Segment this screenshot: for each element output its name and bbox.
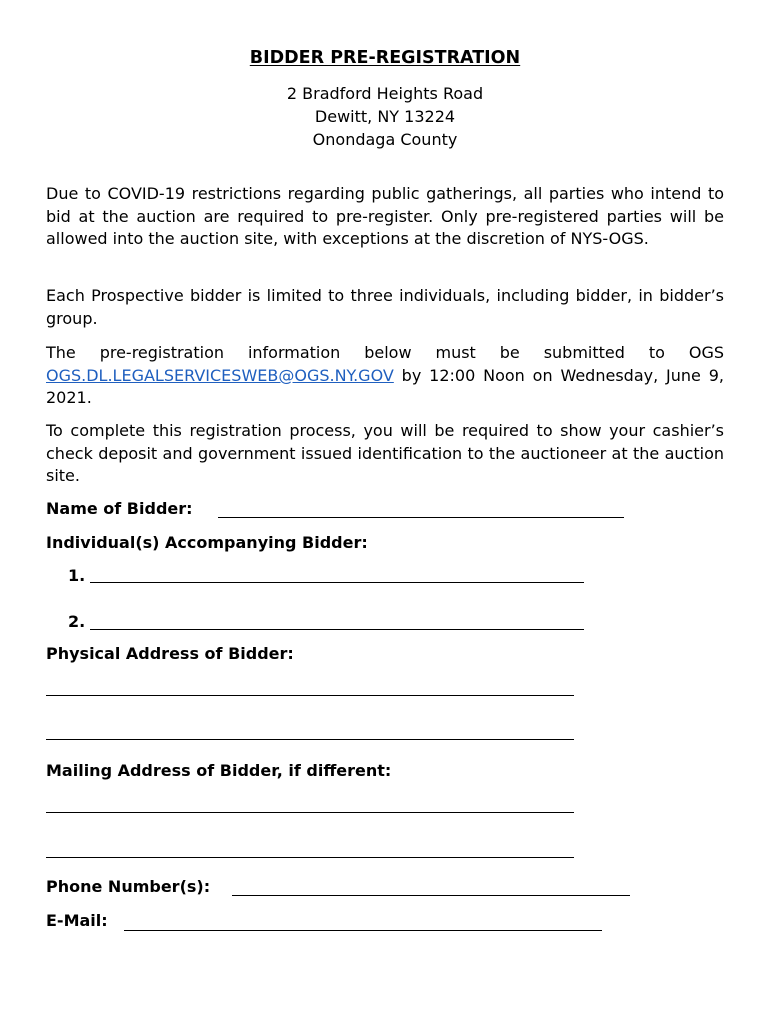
physical-address-label: Physical Address of Bidder:	[46, 644, 294, 663]
page-title: BIDDER PRE-REGISTRATION	[249, 48, 521, 68]
accompanying-item-1-number: 1.	[68, 566, 86, 585]
ogs-email-link[interactable]: OGS.DL.LEGALSERVICESWEB@OGS.NY.GOV	[46, 365, 394, 385]
address-line-1: 2 Bradford Heights Road	[286, 84, 484, 103]
covid-restrictions-paragraph: Due to COVID-19 restrictions regarding public gatherings, all parties who intend to bid at the auction are required to pre-register. Only pre-registered parties will be allowed into the auction site, with exceptions at the discretion of NYS-OGS.	[46, 184, 724, 249]
mailing-address-label: Mailing Address of Bidder, if different:	[46, 761, 392, 780]
phone-number-field[interactable]	[232, 895, 630, 896]
submission-paragraph	[46, 342, 724, 410]
address-line-2: Dewitt, NY 13224	[314, 107, 456, 126]
address-line-3: Onondaga County	[312, 130, 458, 149]
identification-paragraph: To complete this registration process, you will be required to show your cashier’s check deposit and government issued identification to the auctioneer at the auction site.	[46, 421, 724, 486]
accompanying-individual-2-field[interactable]	[90, 629, 584, 630]
email-field[interactable]	[124, 930, 602, 931]
email-label: E-Mail:	[46, 911, 108, 930]
submission-text-before: The pre-registration information below must be submitted to OGS	[46, 343, 724, 362]
name-of-bidder-field[interactable]	[218, 517, 624, 518]
accompanying-item-2-number: 2.	[68, 612, 86, 631]
physical-address-line-2-field[interactable]	[46, 739, 574, 740]
phone-number-label: Phone Number(s):	[46, 877, 211, 896]
physical-address-line-1-field[interactable]	[46, 695, 574, 696]
group-limit-paragraph: Each Prospective bidder is limited to three individuals, including bidder, in bidder’s group.	[46, 286, 724, 328]
mailing-address-line-2-field[interactable]	[46, 857, 574, 858]
submission-text-after: by 12:00 Noon on Wednesday, June 9, 2021.	[46, 365, 724, 408]
name-of-bidder-label: Name of Bidder:	[46, 499, 193, 518]
accompanying-individuals-label: Individual(s) Accompanying Bidder:	[46, 533, 368, 552]
accompanying-individual-1-field[interactable]	[90, 582, 584, 583]
mailing-address-line-1-field[interactable]	[46, 812, 574, 813]
